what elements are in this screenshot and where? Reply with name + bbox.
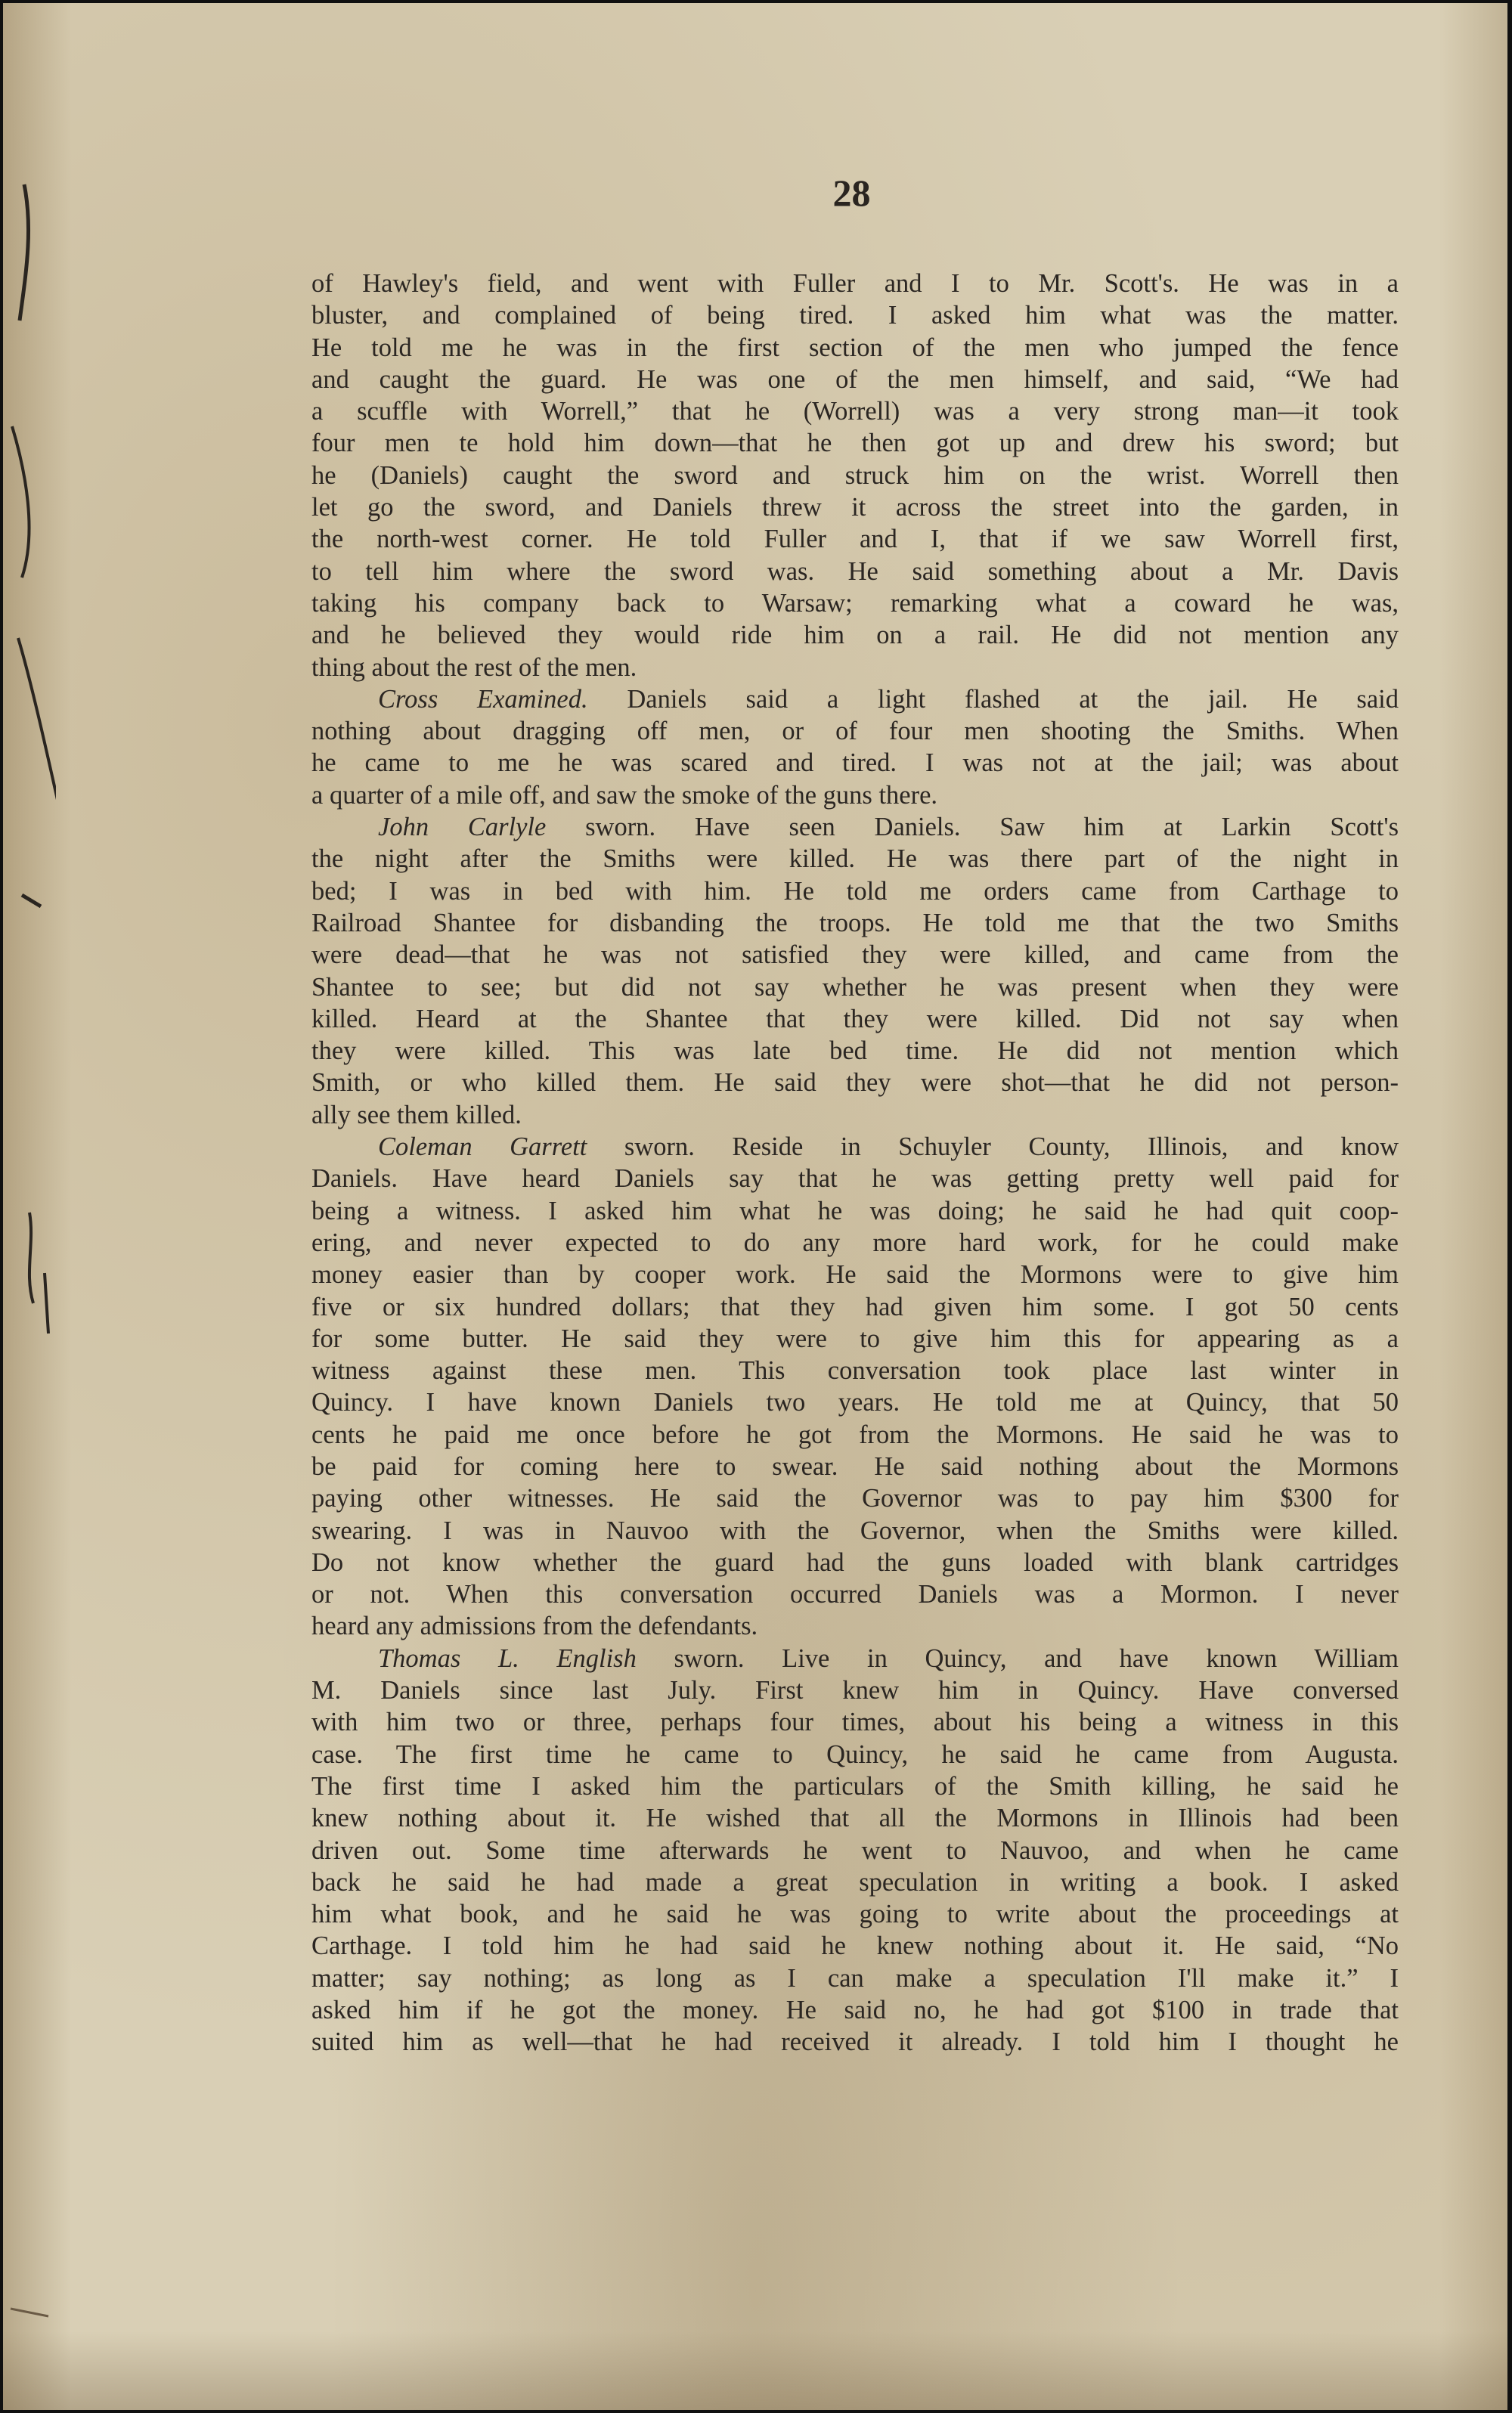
text-line: taking his company back to Warsaw; remarking what a coward he was, [311, 588, 1399, 618]
text-line: ally see them killed. [311, 1100, 522, 1129]
text-line: they were killed. This was late bed time. He did not mention which [311, 1036, 1399, 1066]
text-line: heard any admissions from the defendants. [311, 1612, 758, 1641]
text-line: or not. When this conversation occurred Daniels was a Mormon. I never [311, 1580, 1399, 1609]
text-line: witness against these men. This conversation took place last winter in [311, 1356, 1399, 1386]
page-number: 28 [832, 172, 871, 214]
paragraph-first-line [311, 811, 1399, 843]
text-line: be paid for coming here to swear. He said nothing about the Mormons [311, 1451, 1399, 1481]
text-line: five or six hundred dollars; that they had given him some. I got 50 cents [311, 1292, 1399, 1321]
text-run: sworn. Reside in Schuyler County, Illinois, and know [587, 1132, 1399, 1162]
paragraph-first-line [311, 1131, 1399, 1163]
body-text [311, 268, 1399, 2058]
text-line: and caught the guard. He was one of the men himself, and said, “We had [311, 364, 1399, 394]
text-line: Daniels. Have heard Daniels say that he was getting pretty well paid for [311, 1164, 1399, 1194]
text-line: four men te hold him down—that he then got up and drew his sword; but [311, 429, 1399, 458]
text-line: cents he paid me once before he got from the Mormons. He said he was to [311, 1420, 1399, 1449]
text-line: M. Daniels since last July. First knew him in Quincy. Have conversed [311, 1676, 1399, 1705]
text-line: and he believed they would ride him on a rail. He did not mention any [311, 621, 1399, 650]
left-edge-damage [3, 3, 56, 2410]
text-line: The first time I asked him the particulars of the Smith killing, he said he [311, 1771, 1399, 1801]
speaker-lead: John Carlyle [378, 813, 547, 842]
text-run: Daniels said a light flashed at the jail. He said [587, 684, 1399, 714]
text-line: to tell him where the sword was. He said something about a Mr. Davis [311, 556, 1399, 586]
text-line: ering, and never expected to do any more hard work, for he could make [311, 1228, 1399, 1257]
paragraph-first-line [311, 1643, 1399, 1674]
speaker-lead: Cross Examined. [378, 684, 588, 714]
text-line: Carthage. I told him he had said he knew nothing about it. He said, “No [311, 1931, 1399, 1961]
text-line: with him two or three, perhaps four times, about his being a witness in this [311, 1708, 1399, 1737]
edge-marks-graphic [3, 3, 56, 2410]
text-line: he (Daniels) caught the sword and struck him on the wrist. Worrell then [311, 460, 1399, 490]
text-line: were dead—that he was not satisfied they were killed, and came from the [311, 940, 1399, 970]
text-line: the night after the Smiths were killed. He was there part of the night in [311, 844, 1399, 874]
text-line: matter; say nothing; as long as I can make a speculation I'll make it.” I [311, 1963, 1399, 1993]
text-line: driven out. Some time afterwards he went to Nauvoo, and when he came [311, 1835, 1399, 1865]
text-line: let go the sword, and Daniels threw it across the street into the garden, in [311, 493, 1399, 522]
text-line: nothing about dragging off men, or of four men shooting the Smiths. When [311, 717, 1399, 746]
text-line: being a witness. I asked him what he was doing; he said he had quit coop- [311, 1196, 1399, 1225]
text-line: bed; I was in bed with him. He told me orders came from Carthage to [311, 876, 1399, 906]
text-line: back he said he had made a great speculation in writing a book. I asked [311, 1867, 1399, 1897]
text-line: He told me he was in the first section of the men who jumped the fence [311, 333, 1399, 362]
text-line: case. The first time he came to Quincy, he said he came from Augusta. [311, 1739, 1399, 1769]
text-line: thing about the rest of the men. [311, 652, 637, 682]
text-line: Shantee to see; but did not say whether he was present when they were [311, 972, 1399, 1002]
paragraph-first-line [311, 683, 1399, 715]
speaker-lead: Thomas L. English [378, 1643, 637, 1673]
text-line: bluster, and complained of being tired. I asked him what was the matter. [311, 301, 1399, 330]
speaker-lead: Coleman Garrett [378, 1132, 587, 1162]
text-line: a quarter of a mile off, and saw the smoke of the guns there. [311, 780, 938, 810]
text-line: Quincy. I have known Daniels two years. He told me at Quincy, that 50 [311, 1388, 1399, 1417]
text-line: asked him if he got the money. He said no, he had got $100 in trade that [311, 1996, 1399, 2025]
text-line: Railroad Shantee for disbanding the troops. He told me that the two Smiths [311, 908, 1399, 937]
text-line: a scuffle with Worrell,” that he (Worrell) was a very strong man—it took [311, 397, 1399, 426]
text-line: him what book, and he said he was going to write about the proceedings at [311, 1900, 1399, 1929]
text-line: he came to me he was scared and tired. I was not at the jail; was about [311, 748, 1399, 778]
text-line: Do not know whether the guard had the guns loaded with blank cartridges [311, 1547, 1399, 1577]
bottom-edge-wear [3, 2331, 1507, 2410]
text-line: swearing. I was in Nauvoo with the Governor, when the Smiths were killed. [311, 1516, 1399, 1545]
text-line: the north-west corner. He told Fuller and I, that if we saw Worrell first, [311, 525, 1399, 554]
text-line: paying other witnesses. He said the Governor was to pay him $300 for [311, 1484, 1399, 1513]
text-line: money easier than by cooper work. He said the Mormons were to give him [311, 1260, 1399, 1290]
text-line: of Hawley's field, and went with Fuller and I to Mr. Scott's. He was in a [311, 269, 1399, 298]
text-line: Smith, or who killed them. He said they were shot—that he did not person- [311, 1068, 1399, 1098]
text-line: knew nothing about it. He wished that all the Mormons in Illinois had been [311, 1804, 1399, 1833]
text-line: for some butter. He said they were to give him this for appearing as a [311, 1324, 1399, 1353]
text-line: killed. Heard at the Shantee that they were killed. Did not say when [311, 1004, 1399, 1033]
text-run: sworn. Live in Quincy, and have known William [636, 1643, 1399, 1673]
text-run: sworn. Have seen Daniels. Saw him at Larkin Scott's [546, 813, 1399, 842]
text-line: suited him as well—that he had received it already. I told him I thought he [311, 2027, 1399, 2057]
scanned-page [3, 3, 1507, 2410]
